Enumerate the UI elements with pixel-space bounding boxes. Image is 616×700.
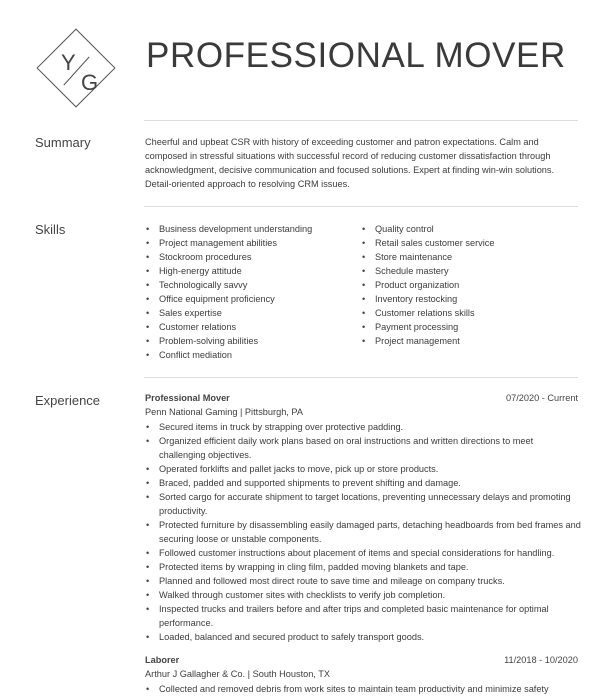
- job-bullet: • Followed customer instructions about placement of items and special considerations for handling.: [145, 546, 581, 560]
- skill-item: • Customer relations: [145, 320, 312, 334]
- job-dates: 07/2020 - Current: [505, 393, 578, 403]
- skill-item: • High-energy attitude: [145, 264, 312, 278]
- job-bullet: • Operated forklifts and pallet jacks to move, pick up or store products.: [145, 462, 581, 476]
- experience-heading: Experience: [35, 393, 101, 408]
- resume-name-title: PROFESSIONAL MOVER: [146, 36, 566, 75]
- job-company: Penn National Gaming | Pittsburgh, PA: [145, 407, 303, 417]
- skill-item: • Inventory restocking: [361, 292, 494, 306]
- skill-item: • Schedule mastery: [361, 264, 494, 278]
- job-dates: 11/2018 - 10/2020: [504, 655, 578, 665]
- skill-item: • Stockroom procedures: [145, 250, 312, 264]
- skill-item: • Conflict mediation: [145, 348, 312, 362]
- skill-item: • Quality control: [361, 222, 494, 236]
- summary-text: Cheerful and upbeat CSR with history of exceeding customer and patron expectations. Calm and composed in stressful situations with successful record of reducing customer dissatisfaction through acknowledgment, decisive communication and focused solutions. Expert at finding win-win solutions. Detail-oriented approach to resolving CRM issues.: [145, 137, 555, 189]
- skills-heading: Skills: [35, 222, 66, 237]
- skill-item: • Project management abilities: [145, 236, 312, 250]
- job-bullet: • Secured items in truck by strapping over protective padding.: [145, 420, 581, 434]
- job-bullet: • Loaded, balanced and secured product to safely transport goods.: [145, 630, 581, 644]
- monogram-last-initial: G: [81, 70, 99, 95]
- skill-item: • Retail sales customer service: [361, 236, 494, 250]
- skill-item: • Business development understanding: [145, 222, 312, 236]
- divider: [144, 120, 578, 121]
- skill-item: • Customer relations skills: [361, 306, 494, 320]
- divider: [144, 206, 578, 207]
- job-bullet: • Walked through customer sites with checklists to verify job completion.: [145, 588, 581, 602]
- skill-item: • Sales expertise: [145, 306, 312, 320]
- monogram-diamond: [36, 28, 115, 107]
- skills-list-left: [145, 222, 312, 362]
- job-company: Arthur J Gallagher & Co. | South Houston, TX: [145, 669, 331, 679]
- job-bullet: • Protected items by wrapping in cling film, padded moving blankets and tape.: [145, 560, 581, 574]
- skills-list-right: [361, 222, 494, 348]
- divider: [144, 377, 578, 378]
- job-bullet-list: [145, 420, 581, 644]
- skill-item: • Technologically savvy: [145, 278, 312, 292]
- summary-heading: Summary: [35, 135, 91, 150]
- skill-item: • Product organization: [361, 278, 494, 292]
- job-bullet: • Braced, padded and supported shipments to prevent shifting and damage.: [145, 476, 581, 490]
- job-title: Professional Mover: [145, 393, 230, 403]
- skill-item: • Project management: [361, 334, 494, 348]
- monogram-first-initial: Y: [61, 50, 76, 75]
- monogram-logo: [36, 28, 116, 108]
- job-title: Laborer: [145, 655, 180, 665]
- job-bullet: • Collected and removed debris from work sites to maintain team productivity and minimize safety: [145, 682, 581, 696]
- skill-item: • Store maintenance: [361, 250, 494, 264]
- job-bullet: • Protected furniture by disassembling easily damaged parts, detaching headboards from bed frames and securing loose or unstable components.: [145, 518, 581, 546]
- job-bullet-list: [145, 682, 581, 696]
- skill-item: • Office equipment proficiency: [145, 292, 312, 306]
- job-bullet: • Sorted cargo for accurate shipment to target locations, preventing unnecessary delays and promoting productivity.: [145, 490, 581, 518]
- job-bullet: • Planned and followed most direct route to save time and mileage on company trucks.: [145, 574, 581, 588]
- job-bullet: • Organized efficient daily work plans based on oral instructions and written directions to meet challenging objectives.: [145, 434, 581, 462]
- job-bullet: • Inspected trucks and trailers before and after trips and completed basic maintenance for optimal performance.: [145, 602, 581, 630]
- skill-item: • Payment processing: [361, 320, 494, 334]
- skill-item: • Problem-solving abilities: [145, 334, 312, 348]
